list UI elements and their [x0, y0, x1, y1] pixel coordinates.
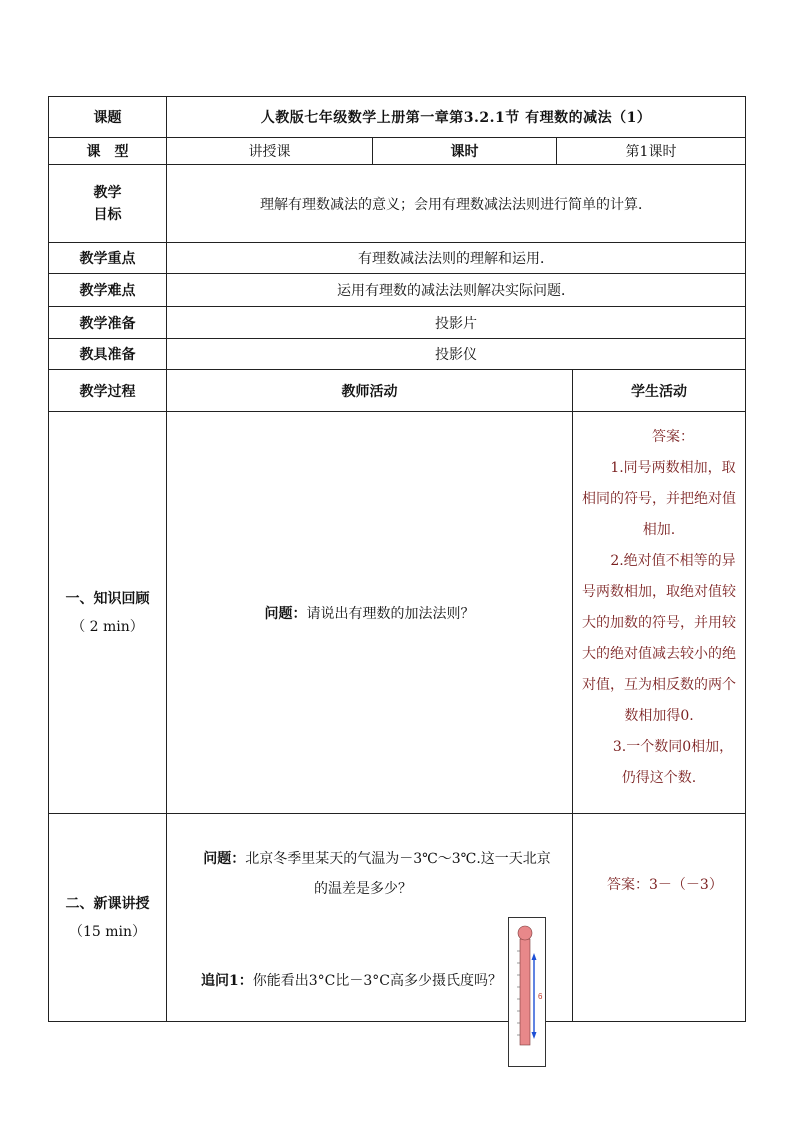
section1-question: 请说出有理数的加法法则？: [306, 605, 475, 622]
goals-label-line2: 目标: [93, 206, 122, 223]
section1-answer-head: 答案：: [652, 429, 695, 445]
difficulty-label: 教学难点: [49, 274, 167, 307]
thermometer-figure: [508, 917, 546, 1067]
section2-label-cell: [49, 814, 167, 1022]
row-type: [49, 138, 746, 165]
goals-value: 理解有理数减法的意义；会用有理数减法法则进行简单的计算．: [167, 165, 746, 243]
section1-answer-1: 1.同号两数相加，取相同的符号，并把绝对值相加.: [582, 460, 737, 538]
section2-question-block: [173, 844, 553, 904]
period-value: 第1课时: [557, 138, 746, 165]
thermometer-tube: [520, 939, 530, 1045]
section1-student-cell: [573, 412, 746, 814]
thermometer-bulb: [518, 926, 532, 940]
row-section2: [49, 814, 746, 1022]
aids-label: 教具准备: [49, 339, 167, 370]
key-point-value: 有理数减法法则的理解和运用．: [167, 243, 746, 274]
topic-value: 人教版七年级数学上册第一章第3.2.1节 有理数的减法（1）: [167, 97, 746, 138]
row-topic: [49, 97, 746, 138]
row-difficulty: [49, 274, 746, 307]
section2-followup: 你能看出3°C比－3°C高多少摄氏度吗？: [252, 973, 502, 989]
row-columns: [49, 370, 746, 412]
section1-time: （ 2 min）: [71, 618, 144, 635]
period-label: 课时: [373, 138, 557, 165]
aids-value: 投影仪: [167, 339, 746, 370]
section2-followup-label: 追问1：: [201, 973, 253, 989]
row-prep: [49, 307, 746, 339]
arrow-label: 6: [538, 992, 543, 1001]
prep-label: 教学准备: [49, 307, 167, 339]
goals-label: [49, 165, 167, 243]
teacher-column-header: 教师活动: [167, 370, 573, 412]
row-key-point: [49, 243, 746, 274]
section2-followup-block: [201, 970, 502, 990]
section2-question-label: 问题：: [203, 851, 246, 867]
row-section1: [49, 412, 746, 814]
goals-label-line1: 教学: [93, 184, 122, 201]
section1-answer-2: 2.绝对值不相等的异号两数相加，取绝对值较大的加数的符号，并用较大的绝对值减去较小的绝对值，互为相反数的两个数相加得0.: [582, 553, 737, 724]
section1-label: 一、知识回顾: [65, 590, 150, 607]
section2-question: 北京冬季里某天的气温为－3℃～3℃.这一天北京的温差是多少？: [245, 851, 551, 897]
student-column-header: 学生活动: [573, 370, 746, 412]
section2-label: 二、新课讲授: [65, 895, 150, 912]
section2-answer: 答案：3－（－3）: [607, 877, 723, 893]
topic-label: 课题: [49, 97, 167, 138]
row-aids: [49, 339, 746, 370]
key-point-label: 教学重点: [49, 243, 167, 274]
difficulty-value: 运用有理数的减法法则解决实际问题．: [167, 274, 746, 307]
section1-teacher-cell: [167, 412, 573, 814]
prep-value: 投影片: [167, 307, 746, 339]
section1-answer-3: 3.一个数同0相加，仍得这个数.: [612, 739, 734, 786]
type-label: 课 型: [49, 138, 167, 165]
process-column-header: 教学过程: [49, 370, 167, 412]
section1-label-cell: [49, 412, 167, 814]
section2-time: （15 min）: [68, 923, 147, 940]
row-goals: [49, 165, 746, 243]
section1-question-label: 问题：: [264, 605, 307, 622]
lesson-plan-table: [48, 96, 746, 1022]
type-value: 讲授课: [167, 138, 373, 165]
section2-student-cell: [573, 814, 746, 1022]
